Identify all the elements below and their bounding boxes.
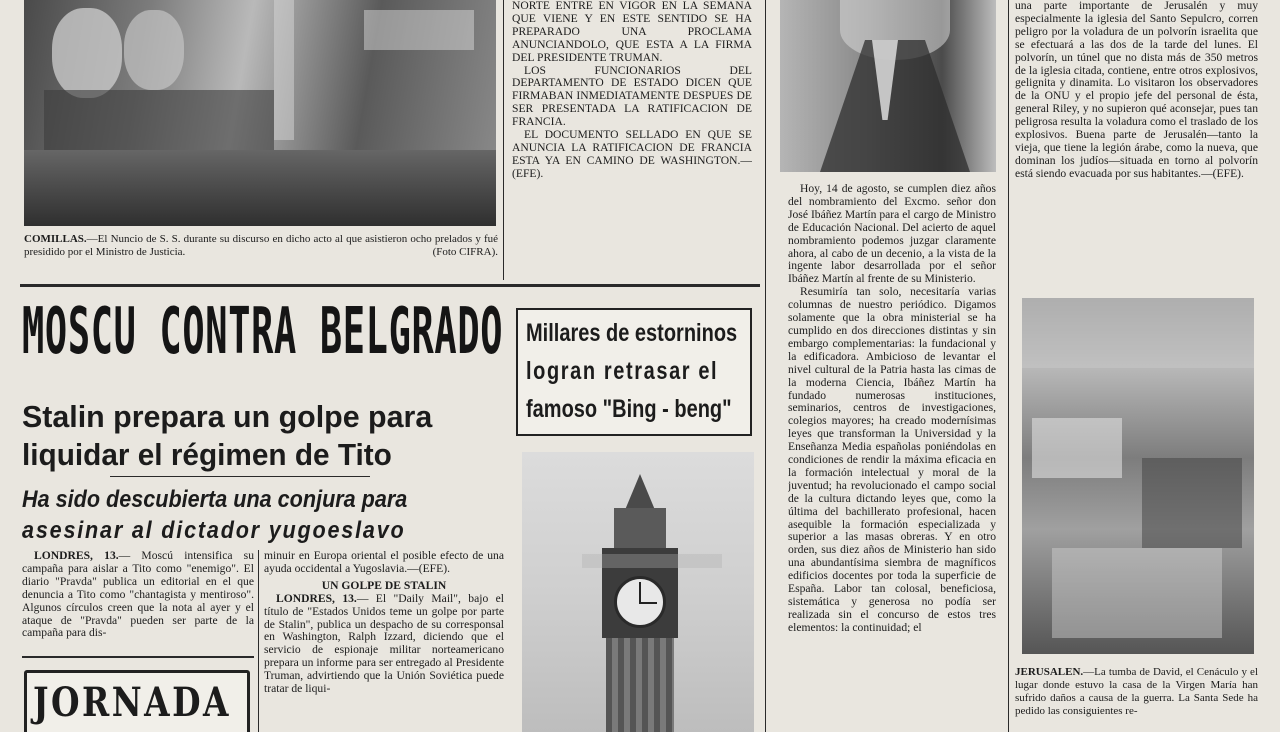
jerusalen-photo [1022, 298, 1254, 654]
main-deck-line1: Ha sido descubierta una conjura para [22, 486, 408, 513]
ibanez-article-text [788, 183, 996, 732]
comillas-caption [24, 233, 498, 273]
main-subhead-line1: Stalin prepara un golpe para [22, 399, 433, 434]
ibanez-para-1: Hoy, 14 de agosto, se cumplen diez años del nombramiento del Excmo. señor don José Ibáñez Martín para el cargo de Ministro de Educación Nacional. Del acierto de aquel nombramiento podemos juzgar claramente ahora, al cabo de un decenio, a la vista de la ingente labor desarrollada por el señor Ibáñez Martín al frente de su Ministerio. [788, 183, 996, 286]
main-deck-line2: asesinar al dictador yugoeslavo [22, 517, 406, 544]
jerusalen-caption [1015, 666, 1258, 732]
comillas-caption-text: —El Nuncio de S. S. durante su discurso en dicho acto al que asistieron ocho prelados y fué presidido por el Ministro de Justicia. [24, 233, 498, 258]
main-story-col2 [264, 550, 504, 732]
section-rule [22, 656, 254, 658]
starlings-headline-box [516, 308, 752, 436]
comillas-caption-credit: (Foto CIFRA). [432, 246, 498, 258]
treaty-para-1: NORTE ENTRE EN VIGOR EN LA SEMANA QUE VIENE Y EN ESTE SENTIDO SE HA PREPARADO UNA PROCLAMA ANUNCIANDOLO, QUE ESTA A LA FIRMA DEL PRESIDENTE TRUMAN. [512, 0, 752, 64]
ibanez-para-2: Resumiría tan solo, necesitaría varias columnas de nuestro periódico. Digamos solamente que la obra ministerial se ha cumplido en dos direcciones distintas y sin embargo complementarias: la fundacional y la edificadora. Ambicioso de levantar el nivel cultural de la Patria hasta las cimas de la moderna Ciencia, Ibáñez Martín ha fundado numerosas instituciones, seminarios, centros de investigaciones, colegios mayores; ha creado modernísimas leyes que transforman la Universidad y la Enseñanza Media españolas poniéndolas en condiciones de rendir la máxima eficacia en la formación intelectual y moral de la juventud; ha revolucionado el campo social de la cultura dictando leyes que, como la última del bachillerato profesional, hacen asequible la formación especializada y superior a las masas obreras. Y en otro orden, sus diez años de Ministerio han sido una abundantísima siembra de magníficos edificios docentes por toda la superficie de España. Labor tan colosal, beneficiosa, sistemática y generosa no podía ser realizada sin el concurso de estos tres elementos: la continuidad; el [788, 285, 996, 634]
main-col2-lead: LONDRES, 13. [276, 591, 357, 605]
jornada-box [24, 670, 250, 732]
main-headline: MOSCU CONTRA BELGRADO [22, 294, 504, 370]
treaty-para-3: EL DOCUMENTO SELLADO EN QUE SE ANUNCIA LA RATIFICACION DE FRANCIA ESTA YA EN CAMINO DE WASHINGTON.—(EFE). [512, 128, 752, 180]
subhead-underline [110, 476, 370, 477]
comillas-photo [24, 0, 496, 226]
starlings-line2: logran retrasar el [526, 357, 719, 385]
jerusalen-article-text [1015, 0, 1258, 290]
treaty-article-text [512, 0, 752, 270]
comillas-caption-lead: COMILLAS. [24, 233, 87, 245]
column-divider [503, 0, 504, 280]
main-subhead-line2: liquidar el régimen de Tito [22, 437, 392, 472]
ibanez-portrait [780, 0, 996, 172]
section-rule [20, 284, 760, 287]
main-col1-lead: LONDRES, 13. [34, 550, 119, 562]
jerusalen-caption-text: —La tumba de David, el Cenáculo y el lugar donde estuvo la casa de la Virgen María han sufrido daños a causa de la guerra. La Santa Sede ha pedido las consiguientes re- [1015, 666, 1258, 717]
main-story-col1 [22, 550, 254, 650]
starlings-line1: Millares de estorninos [526, 319, 738, 347]
treaty-para-2: LOS FUNCIONARIOS DEL DEPARTAMENTO DE ESTADO DICEN QUE FIRMABAN INMEDIATAMENTE DESPUES DE SER PRESENTADA LA RATIFICACION DE FRANCIA. [512, 63, 752, 129]
main-col2-text: — El "Daily Mail", bajo el título de "Estados Unidos teme un golpe por parte de Stalin", publica un despacho de su corresponsal en Washington, Ralph Izzard, diciendo que el servicio de espionaje militar norteamericano prepara un informe para ser entregado al Presidente Truman, advirtiendo que la Unión Soviética puede tratar de liqui- [264, 591, 504, 696]
jornada-title: JORNADA [33, 679, 231, 726]
jerusalen-para-1: una parte importante de Jerusalén y muy especialmente la iglesia del Santo Sepulcro, corren peligro por la voladura de un polvorín israelita que se efectuará a las dos de la tarde del lunes. El polvorín, un túnel que no dista más de 350 metros de la iglesia citada, contiene, entre otros explosivos, gelignita y dinamita. Lo visitaron los observadores de la ONU y el propio jefe del personal de ésta, general Riley, y no supieron qué aconsejar, pues tan peligrosa resulta la voladura como el traslado de los explosivos. Buena parte de Jerusalén—tanto la vieja, que tiene la legión árabe, como la nueva, que dominan los judíos—situada en torno al polvorín está siendo evacuada por sus habitantes.—(EFE). [1015, 0, 1258, 180]
main-col1-text: — Moscú intensifica su campaña para aislar a Tito como "enemigo". El diario "Pravda" publica un editorial en el que denuncia a Tito como "chantagista y mentiroso". Algunos círculos creen que la nota al ayer y el ataque de "Pravda" pueden ser parte de la campaña para dis- [22, 550, 254, 640]
column-divider [258, 550, 259, 732]
jerusalen-caption-lead: JERUSALEN. [1015, 666, 1084, 678]
starlings-line3: famoso "Bing - beng" [526, 395, 732, 423]
main-col2-para-1: minuir en Europa oriental el posible efecto de una ayuda occidental a Yugoslavia.—(EFE). [264, 550, 504, 575]
column-divider [765, 0, 766, 732]
column-divider [1008, 0, 1009, 732]
main-col2-subhead: UN GOLPE DE STALIN [321, 578, 447, 592]
big-ben-photo [522, 452, 754, 732]
